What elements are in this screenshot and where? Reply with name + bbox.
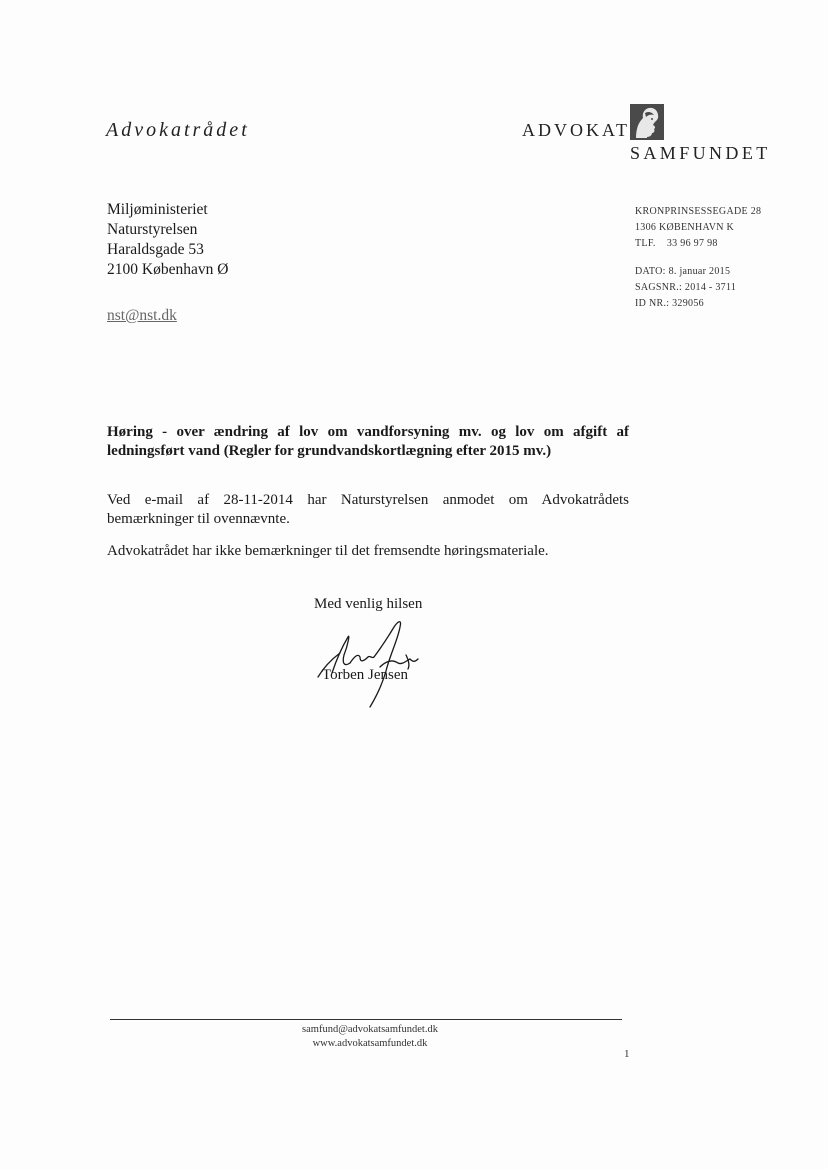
footer bbox=[0, 1023, 740, 1051]
logo-word-top: ADVOKAT bbox=[522, 120, 630, 140]
body-paragraph: Advokatrådet har ikke bemærkninger til det fremsendte høringsmateriale. bbox=[107, 543, 549, 559]
closing-greeting: Med venlig hilsen bbox=[314, 596, 423, 612]
handwritten-signature bbox=[310, 615, 430, 710]
footer-email: samfund@advokatsamfundet.dk bbox=[302, 1024, 438, 1035]
sender-phone: TLF. 33 96 97 98 bbox=[635, 238, 718, 249]
sender-street: KRONPRINSESSEGADE 28 bbox=[635, 206, 762, 217]
recipient-address bbox=[107, 200, 228, 280]
letter-subject: Høring - over ændring af lov om vandforsyning mv. og lov om afgift af ledningsført vand (Regler for grundvandskortlægning efter 2015 mv.) bbox=[107, 424, 629, 459]
logo-word-bottom: SAMFUNDET bbox=[630, 143, 771, 163]
page-number: 1 bbox=[624, 1048, 630, 1060]
recipient-line: 2100 København Ø bbox=[107, 261, 229, 278]
id-number: ID NR.: 329056 bbox=[635, 298, 704, 309]
sender-info bbox=[635, 204, 761, 312]
case-number: SAGSNR.: 2014 - 3711 bbox=[635, 282, 737, 293]
footer-divider bbox=[110, 1019, 622, 1020]
sender-city: 1306 KØBENHAVN K bbox=[635, 222, 735, 233]
recipient-line: Miljøministeriet bbox=[107, 201, 208, 218]
advokatsamfundet-logo bbox=[522, 104, 772, 164]
body-paragraph: Ved e-mail af 28-11-2014 har Naturstyrelsen anmodet om Advokatrådets bemærkninger til ovennævnte. bbox=[107, 492, 629, 527]
profile-emblem-icon bbox=[630, 104, 664, 140]
recipient-line: Naturstyrelsen bbox=[107, 221, 198, 238]
recipient-line: Haraldsgade 53 bbox=[107, 241, 204, 258]
council-name: Advokatrådet bbox=[106, 119, 250, 141]
footer-website: www.advokatsamfundet.dk bbox=[312, 1038, 428, 1049]
letter-date: DATO: 8. januar 2015 bbox=[635, 266, 731, 277]
recipient-email-link[interactable]: nst@nst.dk bbox=[107, 307, 177, 324]
signer-name: Torben Jensen bbox=[322, 667, 409, 683]
